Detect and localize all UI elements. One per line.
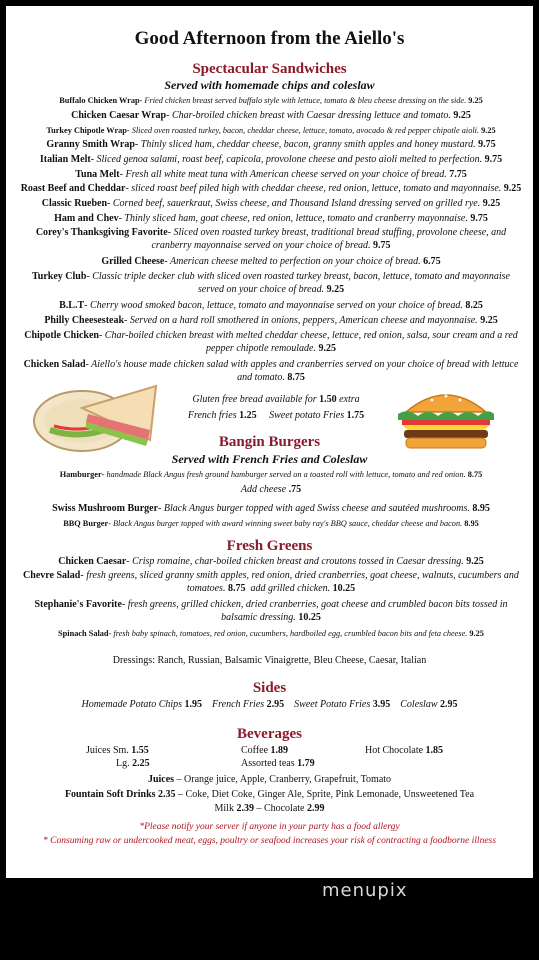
item-price: 9.25: [481, 126, 496, 135]
menupix-watermark: menupix: [322, 880, 408, 901]
item-description: - Classic triple decker club with sliced oven roasted turkey breast, bacon, lettuce, tomato and mayonnaise served on your choice of bread.: [86, 271, 510, 295]
burgers-subheading: Served with French Fries and Coleslaw: [171, 452, 368, 466]
item-price: 9.25: [503, 183, 522, 194]
item-name: BBQ Burger: [63, 519, 109, 528]
item-description: - fresh greens, grilled chicken, dried cranberries, goat cheese and crumbled bacon bits tossed in balsamic dressing.: [121, 599, 508, 623]
item-price: 9.25: [318, 343, 336, 354]
item-description: - Crisp romaine, char-boiled chicken breast and croutons tossed in Caesar dressing.: [126, 556, 464, 567]
side-item: Homemade Potato Chips 1.95: [81, 699, 203, 710]
coffee: Coffee 1.89: [241, 745, 289, 756]
sides-line: [6, 698, 533, 711]
menu-item: [18, 329, 524, 355]
item-description: - Thinly sliced ham, cheddar cheese, bacon, granny smith apples and honey mustard.: [134, 139, 476, 150]
item-description: - Sliced oven roasted turkey, bacon, cheddar cheese, lettuce, tomato, avocado & red pepper chipotle aioli.: [126, 126, 480, 135]
menu-item: [18, 517, 524, 530]
item-name: Turkey Club: [32, 271, 87, 282]
juices-list: Juices – Orange juice, Apple, Cranberry, Grapefruit, Tomato: [147, 774, 392, 785]
menu-item: [18, 569, 524, 595]
item-price: 9.25: [469, 629, 484, 638]
side-item: Sweet Potato Fries 3.95: [294, 699, 391, 710]
item-name: Swiss Mushroom Burger: [52, 503, 159, 514]
item-description: - Aiello's house made chicken salad with apples and cranberries served on your choice of bread with lettuce and tomato.: [85, 359, 519, 383]
item-description: - Black Angus burger topped with award winning sweet baby ray's BBQ sauce, cheddar cheese and bacon.: [108, 519, 463, 528]
item-price: 9.25: [468, 96, 483, 105]
fountain-drinks: Fountain Soft Drinks 2.35 – Coke, Diet Coke, Ginger Ale, Sprite, Pink Lemonade, Unsweetened Tea: [64, 789, 475, 800]
juices-large: Lg. 2.25: [116, 758, 150, 769]
side-item: Coleslaw 2.95: [400, 699, 458, 710]
item-description: - Thinly sliced ham, goat cheese, red onion, lettuce, tomato and cranberry mayonnaise.: [118, 213, 468, 224]
item-description: - fresh baby spinach, tomatoes, red onion, cucumbers, hardboiled egg, crumbled bacon bits and feta cheese.: [108, 629, 468, 638]
menu-item: [18, 255, 524, 268]
menu-item: [18, 153, 524, 166]
item-price: 8.75: [467, 470, 483, 479]
item-name: Chevre Salad: [23, 570, 81, 581]
item-name: Chicken Caesar: [58, 556, 127, 567]
item-price: 6.75: [423, 256, 441, 267]
menu-item: [18, 94, 524, 107]
item-price: 9.75: [478, 139, 496, 150]
item-description: - sliced roast beef piled high with cheddar cheese, red onion, lettuce, tomato and mayonnaise.: [125, 183, 502, 194]
menu-item: [18, 124, 524, 137]
menu-item: [18, 109, 524, 122]
sandwiches-subheading: Served with homemade chips and coleslaw: [164, 78, 375, 92]
item-price: 10.25: [298, 612, 321, 623]
item-extra-price: 10.25: [332, 583, 356, 594]
item-description: - Char-broiled chicken breast with Caesar dressing lettuce and tomato.: [166, 110, 451, 121]
menu-item: [18, 627, 524, 640]
item-price: 8.75: [227, 583, 246, 594]
assorted-teas: Assorted teas 1.79: [241, 758, 315, 769]
item-price: 8.95: [472, 503, 490, 514]
item-description: - Cherry wood smoked bacon, lettuce, tomato and mayonnaise served on your choice of bread.: [84, 300, 463, 311]
item-price: 9.25: [482, 198, 501, 209]
menu-item: [18, 168, 524, 181]
menu-item: [18, 270, 524, 296]
item-name: Tuna Melt: [75, 169, 120, 180]
menu-item: [18, 212, 524, 225]
item-price: 9.25: [480, 315, 498, 326]
item-price: 9.75: [470, 213, 488, 224]
item-price: 9.25: [326, 284, 345, 295]
item-extra: add grilled chicken.: [250, 583, 331, 594]
greens-heading: Fresh Greens: [226, 538, 313, 554]
sandwiches-heading: Spectacular Sandwiches: [192, 61, 347, 77]
menu-item: [18, 468, 524, 481]
item-name: Philly Cheesesteak: [44, 315, 125, 326]
item-price: 9.25: [453, 110, 471, 121]
menu-item: [18, 138, 524, 151]
item-name: Chipotle Chicken: [24, 330, 99, 341]
add-cheese-line: Add cheese .75: [240, 484, 302, 495]
hot-chocolate: Hot Chocolate 1.85: [365, 745, 444, 756]
item-description: - American cheese melted to perfection on your choice of bread.: [164, 256, 421, 267]
menu-item: [18, 197, 524, 210]
item-price: 8.25: [465, 300, 483, 311]
menu-item: [18, 555, 524, 568]
side-item: French Fries 2.95: [212, 699, 285, 710]
item-name: Hamburger: [59, 470, 102, 479]
item-name: Classic Rueben: [41, 198, 108, 209]
item-description: - Fried chicken breast served buffalo style with lettuce, tomato & bleu cheese dressing on the side.: [139, 96, 467, 105]
menu-item: [18, 182, 524, 195]
item-name: Turkey Chipotle Wrap: [46, 126, 127, 135]
item-price: 7.75: [449, 169, 467, 180]
item-name: Chicken Salad: [23, 359, 86, 370]
burgers-heading: Bangin Burgers: [218, 434, 321, 450]
item-name: Chicken Caesar Wrap: [71, 110, 167, 121]
menu-item: [18, 314, 524, 327]
item-name: Ham and Chev: [54, 213, 119, 224]
item-description: - Char-boiled chicken breast with melted cheddar cheese, lettuce, red onion, salsa, sour cream and a red pepper chipotle remoulade.: [98, 330, 518, 354]
item-price: 8.95: [464, 519, 479, 528]
item-description: - Served on a hard roll smothered in onions, peppers, American cheese and mayonnaise.: [124, 315, 478, 326]
item-name: Spinach Salad: [58, 629, 109, 638]
item-name: Italian Melt: [39, 154, 91, 165]
item-description: - Sliced genoa salami, roast beef, capicola, provolone cheese and pesto aioli melted to perfection.: [90, 154, 483, 165]
menu-item: [18, 299, 524, 312]
item-name: Buffalo Chicken Wrap: [59, 96, 140, 105]
item-price: 9.25: [466, 556, 484, 567]
beverages-heading: Beverages: [237, 726, 302, 742]
item-name: Roast Beef and Cheddar: [20, 183, 126, 194]
item-description: - Fresh all white meat tuna with American cheese served on your choice of bread.: [119, 169, 447, 180]
item-description: - fresh greens, sliced granny smith apples, red onion, dried cranberries, goat cheese, walnuts, cucumbers and tomatoes.: [80, 570, 519, 594]
sides-heading: Sides: [252, 680, 287, 696]
menu-item: [18, 598, 524, 624]
allergy-note: *Please notify your server if anyone in your party has a food allergy: [139, 822, 400, 832]
item-description: - Black Angus burger topped with aged Swiss cheese and sautéed mushrooms.: [158, 503, 470, 514]
item-description: - handmade Black Angus fresh ground hamburger served on a toasted roll with lettuce, tomato and red onion.: [101, 470, 466, 479]
item-name: B.L.T: [59, 300, 85, 311]
gluten-free-line: Gluten free bread available for 1.50 extra: [192, 394, 360, 405]
item-name: Grilled Cheese: [101, 256, 165, 267]
item-description: - Corned beef, sauerkraut, Swiss cheese, and Thousand Island dressing served on grilled rye.: [107, 198, 481, 209]
menu-item: [18, 502, 524, 515]
item-name: Corey's Thanksgiving Favorite: [35, 227, 168, 238]
foodborne-warning: * Consuming raw or undercooked meat, eggs, poultry or seafood increases your risk of contracting a foodborne illness: [43, 836, 496, 846]
item-description: - Sliced oven roasted turkey breast, traditional bread stuffing, provolone cheese, and cranberry mayonnaise served on your choice of bread.: [151, 227, 507, 251]
fries-line: French fries 1.25 Sweet potato Fries 1.75: [187, 410, 365, 421]
juices-small: Juices Sm. 1.55: [86, 745, 149, 756]
milk-line: Milk 2.39 – Chocolate 2.99: [214, 803, 325, 814]
item-price: 9.75: [373, 240, 391, 251]
item-name: Granny Smith Wrap: [46, 139, 135, 150]
item-name: Stephanie's Favorite: [34, 599, 122, 610]
menu-item: [18, 226, 524, 252]
page-title: Good Afternoon from the Aiello's: [134, 28, 405, 49]
item-price: 9.75: [484, 154, 503, 165]
menu-page: [6, 6, 533, 878]
item-price: 8.75: [287, 372, 305, 383]
dressings-line: Dressings: Ranch, Russian, Balsamic Vinaigrette, Bleu Cheese, Caesar, Italian: [112, 655, 427, 666]
